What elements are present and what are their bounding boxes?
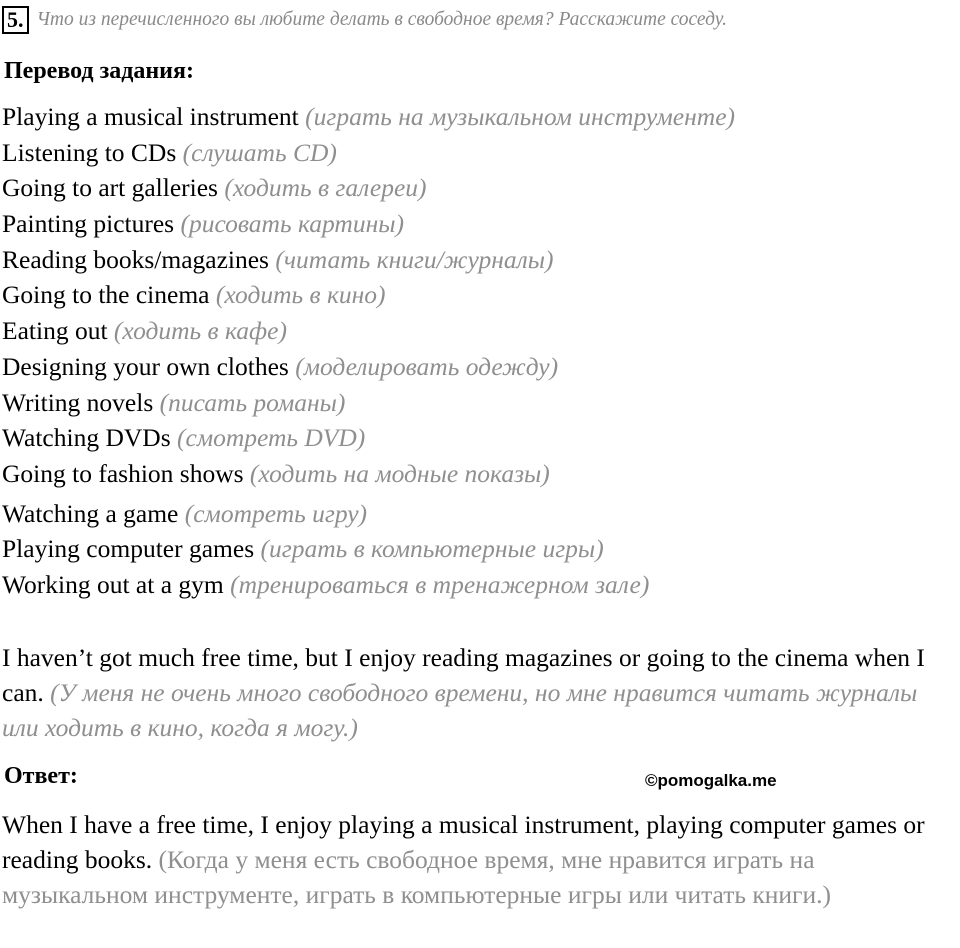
phrase-ru: (смотреть DVD) [177, 423, 366, 453]
phrase-en: Writing novels [2, 387, 154, 417]
phrase-en: Painting pictures [2, 209, 175, 239]
list-item [2, 99, 735, 135]
example-paragraph [2, 640, 960, 745]
task-instruction: Что из перечисленного вы любите делать в свободное время? Расскажите соседу. [36, 9, 727, 30]
list-item [2, 277, 735, 313]
phrase-ru: (тренироваться в тренажерном зале) [230, 569, 650, 599]
phrase-en: Watching DVDs [2, 423, 171, 453]
list-item [2, 206, 735, 242]
task-number: 5. [2, 6, 29, 34]
answer-ru: (Когда у меня есть свободное время, мне нравится играть на музыкальном инструменте, играть в компьютерные игры или читать книги.) [2, 845, 832, 909]
list-item [2, 567, 735, 603]
list-item [2, 313, 735, 349]
list-item [2, 170, 735, 206]
phrase-list [2, 99, 735, 603]
phrase-en: Going to fashion shows [2, 458, 244, 488]
phrase-ru: (играть на музыкальном инструменте) [305, 102, 736, 131]
translation-heading: Перевод задания: [4, 58, 194, 84]
list-item [2, 135, 735, 171]
list-item [2, 420, 735, 456]
phrase-ru: (ходить в кафе) [113, 316, 287, 346]
phrase-ru: (писать романы) [159, 387, 346, 417]
phrase-en: Working out at a gym [2, 569, 224, 599]
list-item [2, 242, 735, 278]
phrase-ru: (читать книги/журналы) [275, 244, 554, 274]
phrase-en: Going to the cinema [2, 280, 210, 310]
list-item [2, 456, 735, 492]
list-item [2, 385, 735, 421]
phrase-en: Playing computer games [2, 534, 255, 564]
phrase-ru: (рисовать картины) [180, 209, 404, 239]
phrase-ru: (смотреть игру) [184, 498, 368, 528]
phrase-en: Going to art galleries [2, 173, 218, 203]
list-item [2, 349, 735, 385]
watermark: ©pomogalka.me [645, 771, 777, 790]
phrase-ru: (ходить в кино) [215, 280, 386, 310]
list-item [2, 531, 735, 567]
phrase-en: Listening to CDs [2, 137, 177, 167]
task-header [2, 6, 727, 34]
phrase-ru: (моделировать одежду) [295, 351, 559, 381]
phrase-en: Watching a game [2, 498, 179, 528]
answer-heading: Ответ: [4, 763, 78, 789]
phrase-en: Reading books/magazines [2, 244, 269, 274]
answer-en: When I have a free time, I enjoy playing a musical instrument, playing computer games or reading books. [2, 810, 925, 874]
phrase-ru: (ходить в галереи) [224, 173, 427, 203]
example-ru: (У меня не очень много свободного времени, но мне нравится читать журналы или ходить в кино, когда я могу.) [2, 678, 918, 742]
phrase-en: Eating out [2, 316, 108, 346]
phrase-en: Playing a musical instrument [2, 102, 299, 131]
phrase-ru: (ходить на модные показы) [249, 458, 550, 488]
example-en: I haven’t got much free time, but I enjoy reading magazines or going to the cinema when I can. [2, 643, 925, 707]
phrase-ru: (играть в компьютерные игры) [260, 534, 604, 564]
phrase-ru: (слушать CD) [182, 137, 337, 167]
list-item [2, 496, 735, 532]
answer-paragraph [2, 807, 960, 912]
phrase-en: Designing your own clothes [2, 351, 289, 381]
